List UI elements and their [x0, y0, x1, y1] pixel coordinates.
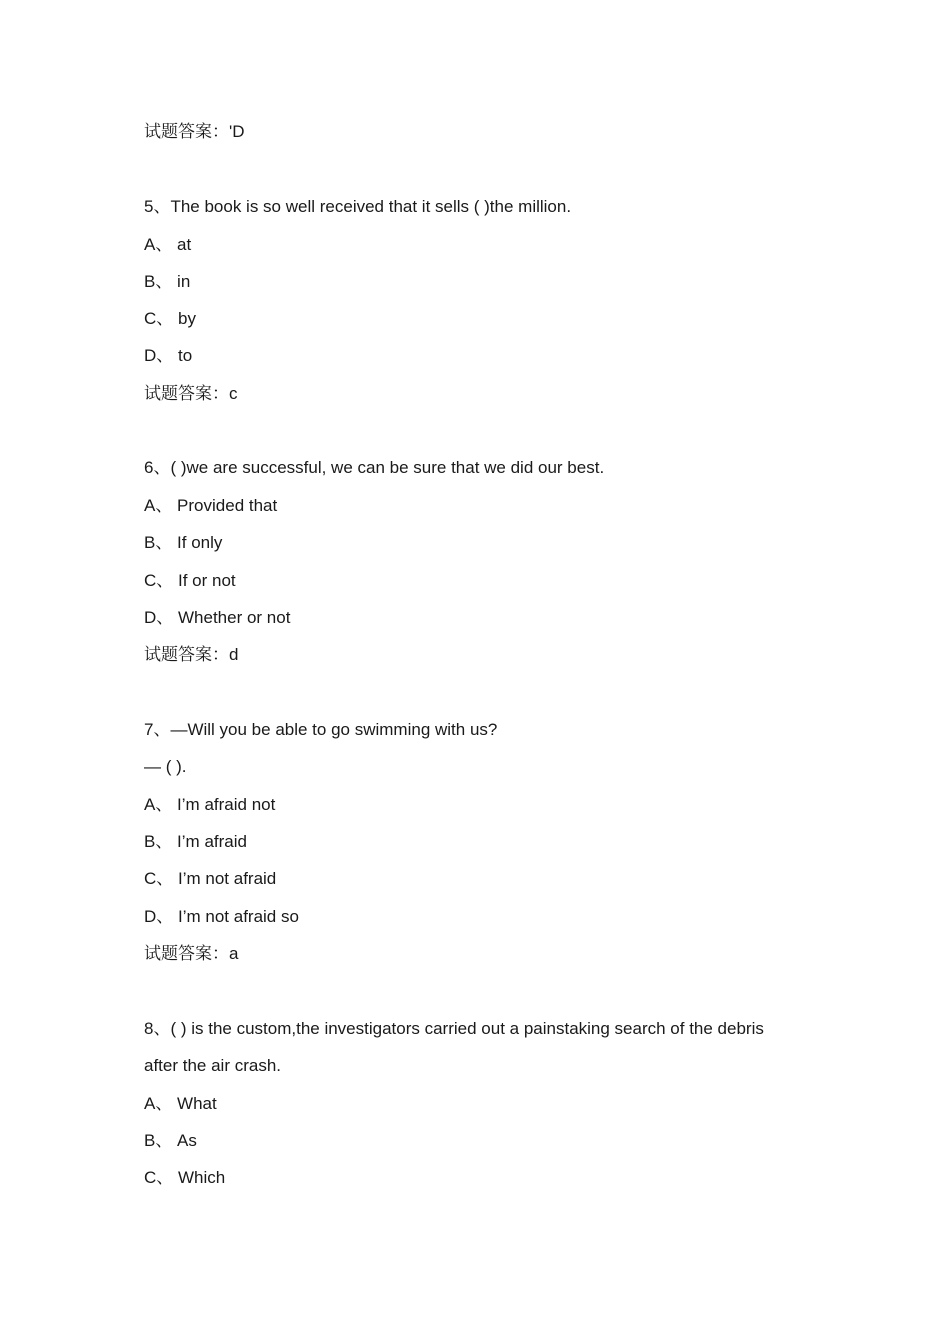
question-6-option-d: D、 Whether or not — [144, 608, 291, 627]
question-8-stem: 8、( ) is the custom,the investigators carried out a painstaking search of the debris — [144, 1019, 764, 1038]
question-5-option-d: D、 to — [144, 346, 193, 365]
question-6-option-c: C、 If or not — [144, 571, 236, 590]
previous-answer: 试题答案：'D — [144, 122, 245, 141]
question-7-stem-reply: — ( ). — [144, 757, 187, 776]
question-7-option-b: B、 I’m afraid — [144, 832, 247, 851]
question-8-stem-continued: after the air crash. — [144, 1056, 282, 1075]
question-5-option-c: C、 by — [144, 309, 196, 328]
question-6-answer: 试题答案：d — [144, 645, 239, 664]
question-7-stem: 7、—Will you be able to go swimming with us? — [144, 720, 498, 739]
question-7-option-c: C、 I’m not afraid — [144, 869, 277, 888]
question-5-stem: 5、The book is so well received that it sells ( )the million. — [144, 197, 572, 216]
question-8-option-c: C、 Which — [144, 1168, 226, 1187]
question-5-option-b: B、 in — [144, 272, 191, 291]
question-7-answer: 试题答案：a — [144, 944, 239, 963]
question-8-option-a: A、 What — [144, 1094, 217, 1113]
question-7-option-a: A、 I’m afraid not — [144, 795, 276, 814]
question-8-option-b: B、 As — [144, 1131, 197, 1150]
question-6-option-a: A、 Provided that — [144, 496, 278, 515]
question-6-option-b: B、 If only — [144, 533, 223, 552]
question-7-option-d: D、 I’m not afraid so — [144, 907, 299, 926]
question-6-stem: 6、( )we are successful, we can be sure that we did our best. — [144, 458, 605, 477]
question-5-option-a: A、 at — [144, 235, 192, 254]
question-5-answer: 试题答案：c — [144, 384, 238, 403]
